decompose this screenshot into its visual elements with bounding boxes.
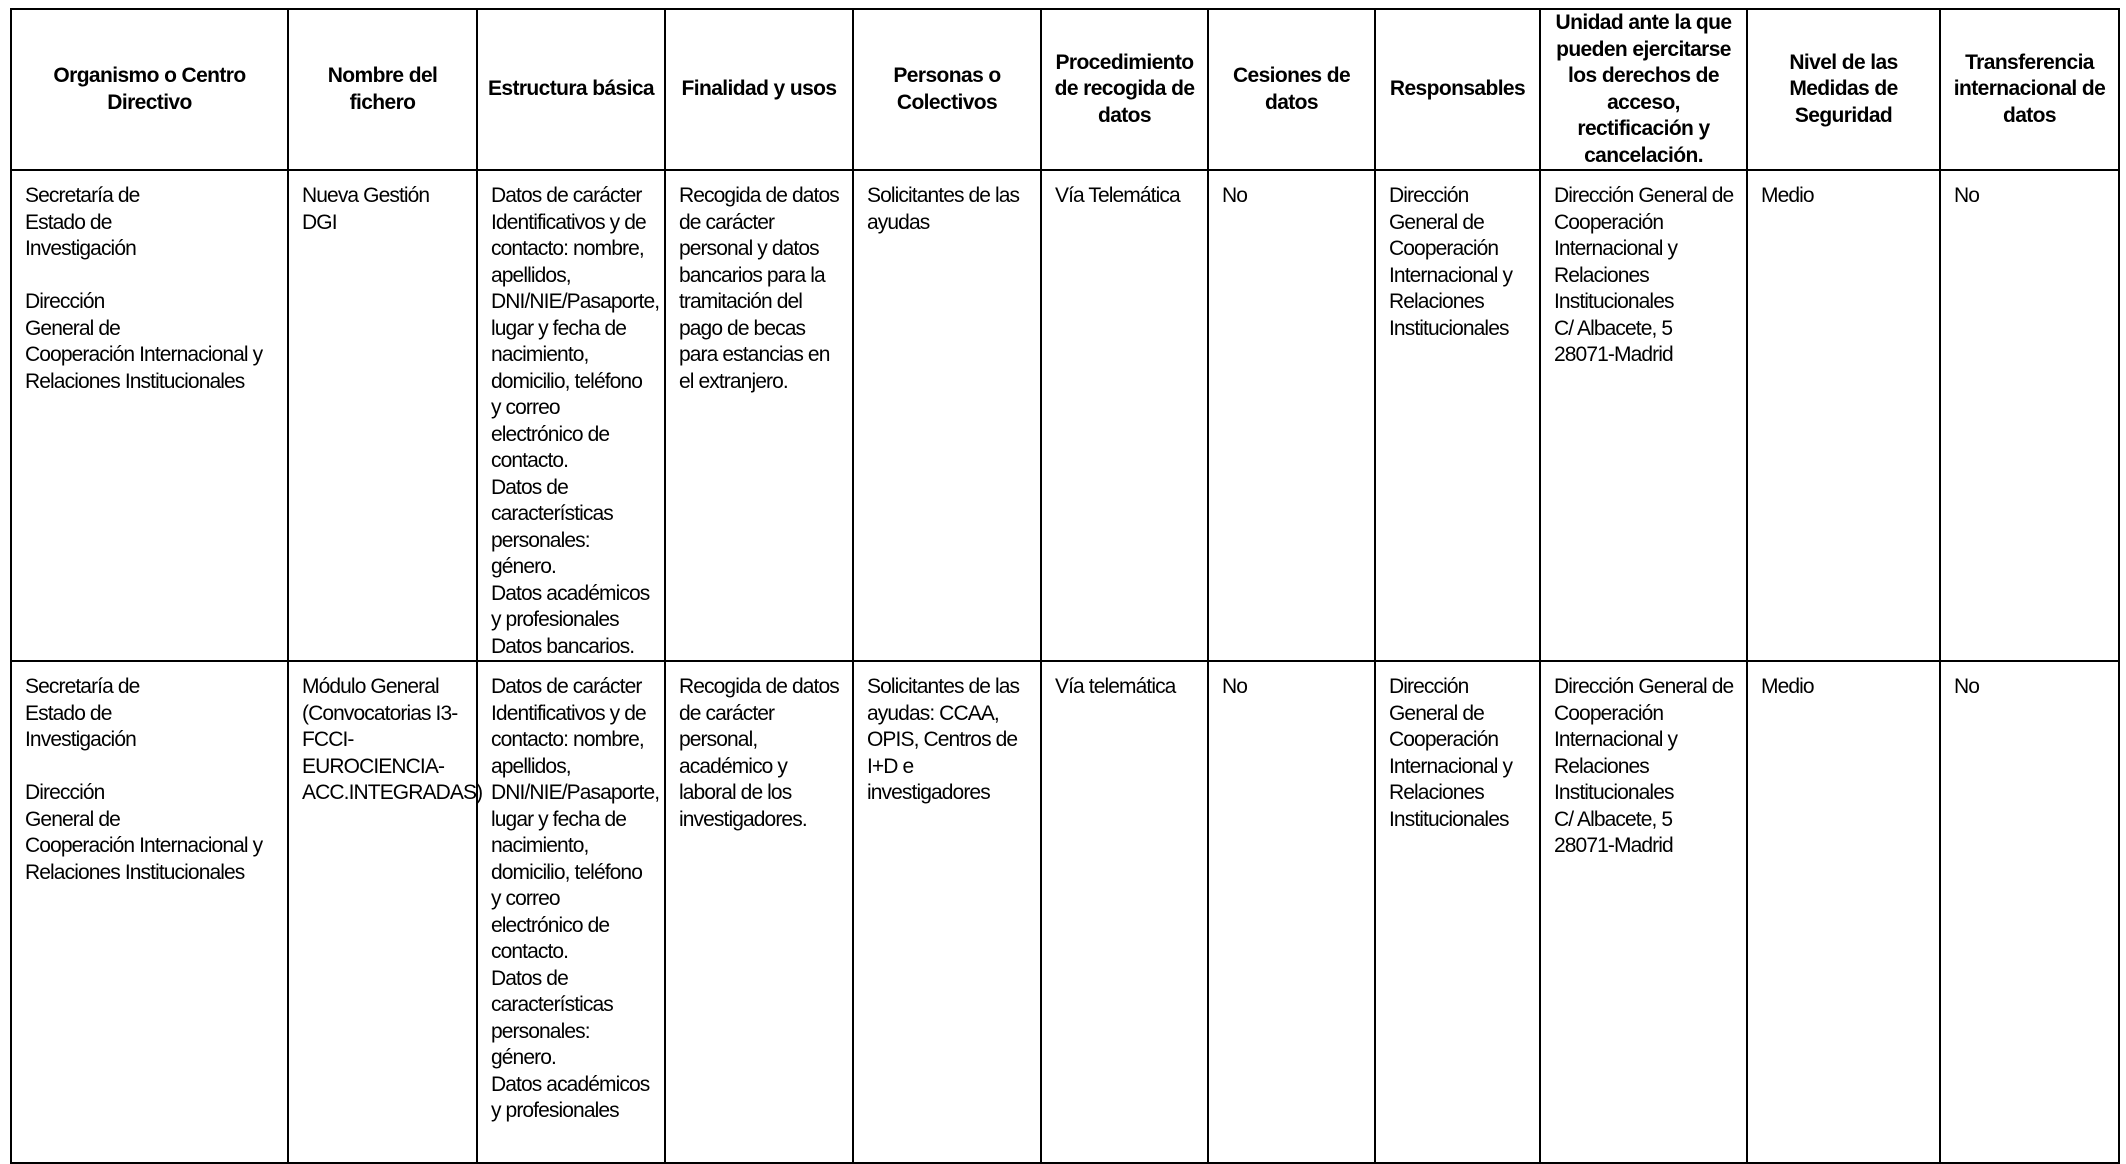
cell-organismo <box>11 661 288 1163</box>
cell-procedimiento-recogida <box>1041 661 1208 1163</box>
cell-text: Recogida de datos de carácter personal y datos bancarios para la tramitación del pago de becas para estancias en el extranjero. <box>679 184 839 393</box>
cell-text: Vía telemática <box>1055 675 1176 698</box>
cell-text: Módulo General (Convocatorias I3-FCCI-EUROCIENCIA-ACC.INTEGRADAS) <box>302 675 483 804</box>
cell-personas-colectivos <box>853 170 1041 661</box>
header-nombre-fichero: Nombre del fichero <box>288 9 477 170</box>
header-transferencia-internacional: Transferencia internacional de datos <box>1940 9 2119 170</box>
cell-text: Dirección General de Cooperación Internacional y Relaciones Institucionales <box>1389 184 1513 340</box>
table-row <box>11 661 2119 1163</box>
header-procedimiento-recogida: Procedimiento de recogida de datos <box>1041 9 1208 170</box>
header-personas-colectivos: Personas o Colectivos <box>853 9 1041 170</box>
cell-text: Secretaría de Estado de Investigación Dirección General de Cooperación Internacional y Relaciones Institucionales <box>25 184 263 393</box>
cell-transferencia-internacional <box>1940 661 2119 1163</box>
cell-text: Recogida de datos de carácter personal, académico y laboral de los investigadores. <box>679 675 839 831</box>
cell-text: Medio <box>1761 675 1814 698</box>
cell-text: Dirección General de Cooperación Internacional y Relaciones Institucionales <box>1389 675 1513 831</box>
cell-text: Dirección General de Cooperación Internacional y Relaciones Institucionales C/ Albacete, 5 28071-Madrid <box>1554 675 1734 857</box>
cell-text: No <box>1222 184 1248 207</box>
header-cesiones-datos: Cesiones de datos <box>1208 9 1375 170</box>
header-finalidad-usos: Finalidad y usos <box>665 9 853 170</box>
cell-cesiones-datos <box>1208 661 1375 1163</box>
data-files-table <box>10 8 2120 1164</box>
cell-text: Nueva Gestión DGI <box>302 184 430 234</box>
header-unidad-derechos: Unidad ante la que pueden ejercitarse los derechos de acceso, rectificación y cancelación. <box>1540 9 1747 170</box>
header-organismo: Organismo o Centro Directivo <box>11 9 288 170</box>
cell-nombre-fichero <box>288 170 477 661</box>
cell-text: Solicitantes de las ayudas: CCAA, OPIS, Centros de I+D e investigadores <box>867 675 1020 804</box>
header-nivel-seguridad: Nivel de las Medidas de Seguridad <box>1747 9 1940 170</box>
header-responsables: Responsables <box>1375 9 1540 170</box>
cell-text: Medio <box>1761 184 1814 207</box>
cell-text: No <box>1954 675 1980 698</box>
cell-nombre-fichero <box>288 661 483 1163</box>
cell-transferencia-internacional <box>1940 170 2119 661</box>
cell-estructura-basica <box>477 170 665 661</box>
cell-responsables <box>1375 170 1540 661</box>
cell-text: No <box>1954 184 1980 207</box>
cell-procedimiento-recogida <box>1041 170 1208 661</box>
cell-text: Vía Telemática <box>1055 184 1180 207</box>
cell-text: Secretaría de Estado de Investigación Dirección General de Cooperación Internacional y Relaciones Institucionales <box>25 675 263 884</box>
cell-unidad-derechos <box>1540 661 1747 1163</box>
cell-responsables <box>1375 661 1540 1163</box>
header-row <box>11 9 2119 170</box>
cell-text: Solicitantes de las ayudas <box>867 184 1020 234</box>
cell-finalidad-usos <box>665 170 853 661</box>
cell-text: No <box>1222 675 1248 698</box>
cell-nivel-seguridad <box>1747 170 1940 661</box>
cell-text: Dirección General de Cooperación Internacional y Relaciones Institucionales C/ Albacete, 5 28071-Madrid <box>1554 184 1734 366</box>
cell-nivel-seguridad <box>1747 661 1940 1163</box>
cell-text: Datos de carácter Identificativos y de contacto: nombre, apellidos, DNI/NIE/Pasaporte, lugar y fecha de nacimiento, domicilio, teléfono y correo electrónico de contacto. Datos de características personales: género. Datos académicos y profesionales <box>491 675 660 1122</box>
cell-organismo <box>11 170 288 661</box>
header-estructura-basica: Estructura básica <box>477 9 665 170</box>
cell-cesiones-datos <box>1208 170 1375 661</box>
table-row <box>11 170 2119 661</box>
cell-text: Datos de carácter Identificativos y de contacto: nombre, apellidos, DNI/NIE/Pasaporte, lugar y fecha de nacimiento, domicilio, teléfono y correo electrónico de contacto. Datos de características personales: género. Datos académicos y profesionales Datos bancarios. <box>491 184 660 658</box>
cell-unidad-derechos <box>1540 170 1747 661</box>
cell-finalidad-usos <box>665 661 853 1163</box>
cell-estructura-basica <box>477 661 665 1163</box>
cell-personas-colectivos <box>853 661 1041 1163</box>
